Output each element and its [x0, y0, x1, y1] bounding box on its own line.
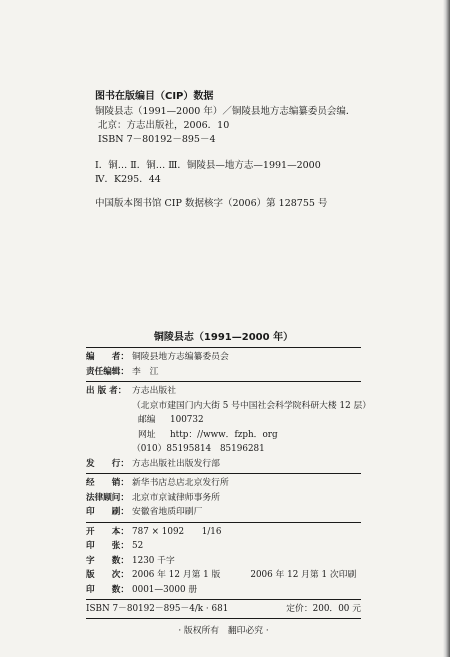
print-run-value: 0001—3000 册: [132, 584, 198, 595]
colophon-title: 铜陵县志（1991—2000 年）: [86, 328, 361, 348]
rights-notice: · 版权所有 翻印必究 ·: [178, 626, 269, 636]
website-value: http：//www．fzph．org: [170, 429, 278, 440]
publisher-label: 出 版 者：: [86, 386, 127, 396]
format-label: 开 本：: [86, 526, 129, 537]
words-value: 1230 千字: [132, 555, 175, 566]
cip-isbn-line: ISBN 7－80192－895－4: [98, 134, 216, 145]
postcode-line: [86, 413, 361, 428]
cip-publisher-line: 北京：方志出版社，2006．10: [98, 120, 230, 131]
edition-label: 版 次：: [86, 570, 129, 580]
colophon-box: [86, 328, 372, 636]
website-line: [86, 428, 361, 443]
seller-label: 经 销：: [86, 478, 129, 488]
editor-value: 铜陵县地方志编纂委员会: [132, 352, 229, 362]
print-run-label: 印 数：: [86, 584, 129, 595]
cip-heading: 图书在版编目（CIP）数据: [95, 91, 214, 102]
distributor-label: 发 行：: [86, 458, 129, 469]
cip-class-number: Ⅳ．K295．44: [95, 174, 161, 185]
postcode-value: 100732: [170, 415, 204, 425]
editor-label: 编 者：: [86, 352, 129, 362]
legal-value: 北京市京诚律师事务所: [132, 492, 220, 503]
publisher-block: [86, 382, 372, 474]
cip-title-line: 铜陵县志（1991—2000 年）／铜陵县地方志编纂委员会编．: [95, 106, 356, 117]
cip-data-block: [95, 90, 365, 211]
publisher-address: （北京市建国门内大街 5 号中国社会科学院科研大楼 12 层）: [132, 400, 372, 411]
phone-line: （010）85195814 85196281: [132, 444, 265, 454]
cip-classification-line: Ⅰ．铜… Ⅱ．铜… Ⅲ．铜陵县—地方志—1991—2000: [95, 160, 321, 171]
resp-editor-value: 李 江: [132, 366, 159, 377]
sheets-value: 52: [132, 541, 144, 551]
scan-edge-shadow: [443, 0, 450, 657]
distributor-value: 方志出版社出版发行部: [132, 458, 220, 469]
isbn-price-row: [86, 600, 361, 619]
publisher-value: 方志出版社: [132, 386, 176, 396]
cip-record-number: 中国版本图书馆 CIP 数据核字（2006）第 128755 号: [95, 198, 328, 209]
editor-block: [86, 348, 361, 382]
format-value: 787 × 1092 1/16: [132, 526, 222, 537]
seller-value: 新华书店总店北京发行所: [132, 478, 229, 488]
resp-editor-label: 责任编辑：: [86, 366, 129, 377]
price-value: 定价：200．00 元: [286, 604, 361, 614]
printing-value: 2006 年 12 月第 1 次印刷: [250, 570, 357, 580]
postcode-label: 邮编: [138, 415, 156, 425]
website-label: 网址: [138, 429, 156, 440]
legal-label: 法律顾问：: [86, 492, 129, 503]
isbn-value: ISBN 7－80192－895－4/k · 681: [86, 604, 229, 614]
sheets-label: 印 张：: [86, 541, 129, 551]
seller-block: [86, 474, 361, 523]
specs-block: [86, 523, 361, 601]
printer-label: 印 刷：: [86, 507, 129, 517]
edition-value: 2006 年 12 月第 1 版: [132, 570, 221, 580]
words-label: 字 数：: [86, 555, 129, 566]
printer-value: 安徽省地质印刷厂: [132, 507, 203, 517]
